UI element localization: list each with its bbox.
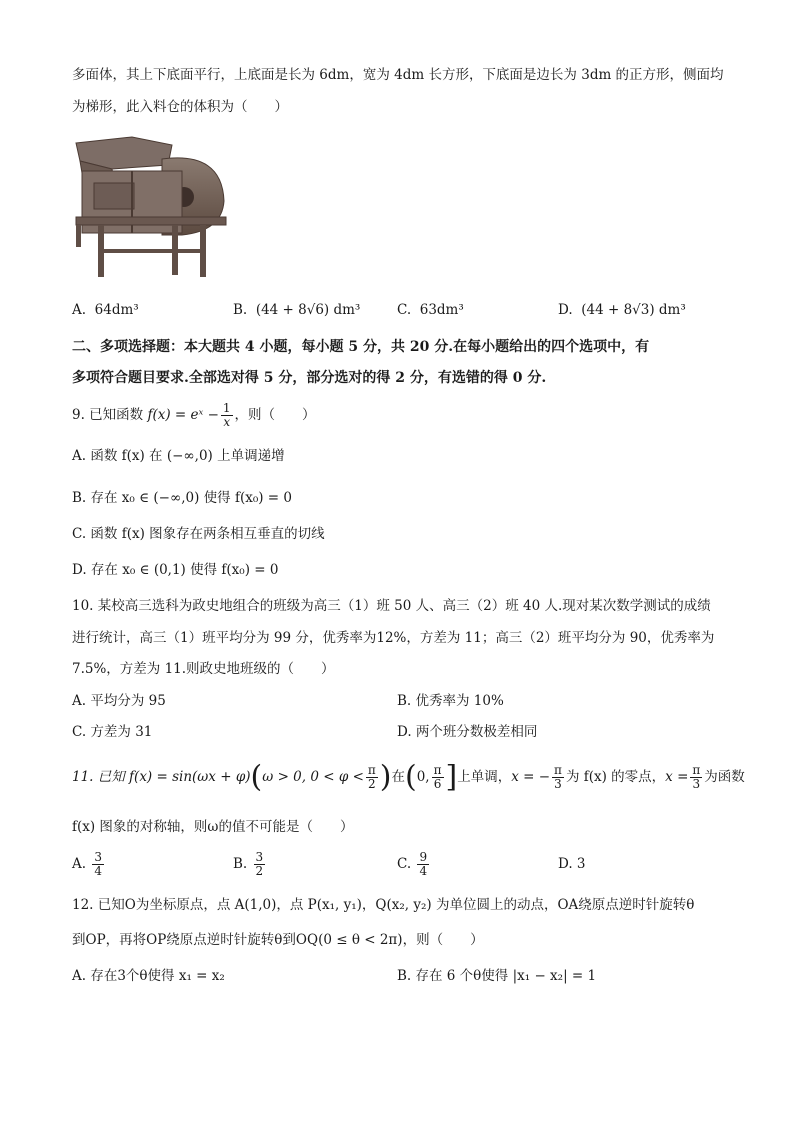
- q9-stem-prefix: 9. 已知函数: [72, 407, 148, 423]
- frac-den: 2: [368, 777, 376, 791]
- option-d-label: D.: [558, 302, 573, 318]
- option-b-text: (44 + 8√6) dm³: [255, 302, 361, 318]
- question-8-option-a[interactable]: [72, 301, 139, 319]
- q9-stem-suffix: ，则（ ）: [234, 407, 316, 423]
- question-12-option-b[interactable]: B. 存在 6 个θ使得 |x₁ − x₂| = 1: [397, 968, 597, 984]
- hopper-machine-illustration: [72, 131, 240, 281]
- option-c-text: 63dm³: [419, 302, 464, 318]
- q9-frac-den: x: [223, 415, 231, 429]
- q9-frac-num: 1: [222, 401, 231, 415]
- question-10-stem-line-2: 进行统计，高三（1）班平均分为 99 分，优秀率为12%，方差为 11；高三（2）班平均分为 90，优秀率为: [72, 630, 715, 646]
- question-10-option-d[interactable]: D. 两个班分数极差相同: [397, 724, 538, 740]
- option-b-fraction: [254, 851, 266, 878]
- q11-frac-pi-2: [366, 764, 378, 791]
- question-11-option-c[interactable]: [397, 846, 431, 882]
- q11-text-zai: 在: [391, 769, 405, 785]
- question-11-option-d[interactable]: D. 3: [558, 856, 586, 872]
- option-a-label: A.: [72, 856, 87, 872]
- question-10-option-a[interactable]: A. 平均分为 95: [72, 693, 166, 709]
- question-11-option-b[interactable]: [233, 846, 267, 882]
- q11-axis-x: x =: [665, 769, 689, 785]
- question-8-stem-line-2: 为梯形，此入料仓的体积为（ ）: [72, 99, 288, 115]
- question-9-option-b[interactable]: B. 存在 x₀ ∈ (−∞,0) 使得 f(x₀) = 0: [72, 490, 292, 506]
- frac-den: 2: [255, 864, 264, 878]
- frac-den: 4: [419, 864, 428, 878]
- option-c-fraction: [417, 851, 429, 878]
- bracket-close: ]: [445, 759, 458, 795]
- question-8-option-c[interactable]: [397, 301, 464, 319]
- paren-close: ): [379, 759, 392, 795]
- option-c-label: C.: [397, 302, 412, 318]
- q11-condition: ω > 0, 0 < φ <: [262, 769, 364, 785]
- question-10-option-b[interactable]: B. 优秀率为 10%: [397, 693, 504, 709]
- option-b-label: B.: [233, 302, 248, 318]
- option-a-text: 64dm³: [94, 302, 139, 318]
- question-10-option-c[interactable]: C. 方差为 31: [72, 724, 153, 740]
- paren-open-2: (: [405, 759, 417, 795]
- q11-text-zero: 为 f(x) 的零点，: [565, 769, 666, 785]
- q11-text-function: 为函数: [704, 769, 745, 785]
- question-9-stem: [72, 402, 316, 429]
- section-2-heading-line-2: 多项符合题目要求.全部选对得 5 分，部分选对的得 2 分，有选错的得 0 分.: [72, 370, 547, 386]
- option-a-label: A.: [72, 302, 87, 318]
- q9-fraction: [221, 402, 233, 429]
- question-12-stem-line-1: 12. 已知O为坐标原点，点 A(1,0)，点 P(x₁, y₁)，Q(x₂, y₂) 为单位圆上的动点，OA绕原点逆时针旋转θ: [72, 897, 695, 913]
- frac-den: 3: [692, 777, 701, 791]
- question-11-stem-line-1: [72, 756, 745, 798]
- q11-zero-x: x = −: [511, 769, 551, 785]
- q11-text-monotonic: 上单调，: [457, 769, 512, 785]
- section-2-heading-line-1: 二、多项选择题：本大题共 4 小题，每小题 5 分，共 20 分.在每小题给出的四个选项中，有: [72, 339, 650, 355]
- question-8-option-b[interactable]: [233, 301, 360, 319]
- option-b-label: B.: [233, 856, 248, 872]
- paren-open: (: [250, 759, 263, 795]
- question-9-option-a[interactable]: A. 函数 f(x) 在 (−∞,0) 上单调递增: [72, 448, 285, 464]
- frac-den: 3: [554, 777, 562, 791]
- frac-den: 4: [94, 864, 102, 878]
- question-12-stem-line-2: 到OP，再将OP绕原点逆时针旋转θ到OQ(0 ≤ θ < 2π)，则（ ）: [72, 932, 484, 948]
- option-a-fraction: [92, 851, 104, 878]
- frac-num: π: [554, 763, 562, 777]
- frac-num: π: [367, 763, 376, 777]
- frac-den: 6: [433, 777, 442, 791]
- q11-frac-pi-6: [432, 764, 444, 791]
- q11-interval-start: 0,: [416, 769, 430, 785]
- question-9-option-c[interactable]: C. 函数 f(x) 图象存在两条相互垂直的切线: [72, 526, 325, 542]
- option-d-text: (44 + 8√3) dm³: [581, 302, 686, 318]
- frac-num: π: [433, 763, 442, 777]
- q11-function: 11. 已知 f(x) = sin(ωx + φ): [72, 769, 251, 785]
- option-c-label: C.: [397, 856, 412, 872]
- q9-function: f(x) = eˣ −: [147, 407, 219, 423]
- q11-frac-pi-3b: [690, 764, 702, 791]
- question-10-stem-line-3: 7.5%，方差为 11.则政史地班级的（ ）: [72, 661, 335, 677]
- frac-num: 3: [94, 850, 102, 864]
- q11-frac-pi-3a: [552, 764, 564, 791]
- question-12-option-a[interactable]: A. 存在3个θ使得 x₁ = x₂: [72, 968, 225, 984]
- question-8-option-d[interactable]: [558, 301, 686, 319]
- frac-num: 3: [255, 850, 264, 864]
- question-11-option-a[interactable]: [72, 846, 106, 882]
- frac-num: π: [692, 763, 701, 777]
- question-8-stem-line-1: 多面体，其上下底面平行，上底面是长为 6dm，宽为 4dm 长方形，下底面是边长为 3dm 的正方形，侧面均: [72, 67, 724, 83]
- question-10-stem-line-1: 10. 某校高三选科为政史地组合的班级为高三（1）班 50 人、高三（2）班 40 人.现对某次数学测试的成绩: [72, 598, 711, 614]
- question-11-stem-line-2: f(x) 图象的对称轴，则ω的值不可能是（ ）: [72, 819, 354, 835]
- frac-num: 9: [419, 850, 428, 864]
- question-9-option-d[interactable]: D. 存在 x₀ ∈ (0,1) 使得 f(x₀) = 0: [72, 562, 279, 578]
